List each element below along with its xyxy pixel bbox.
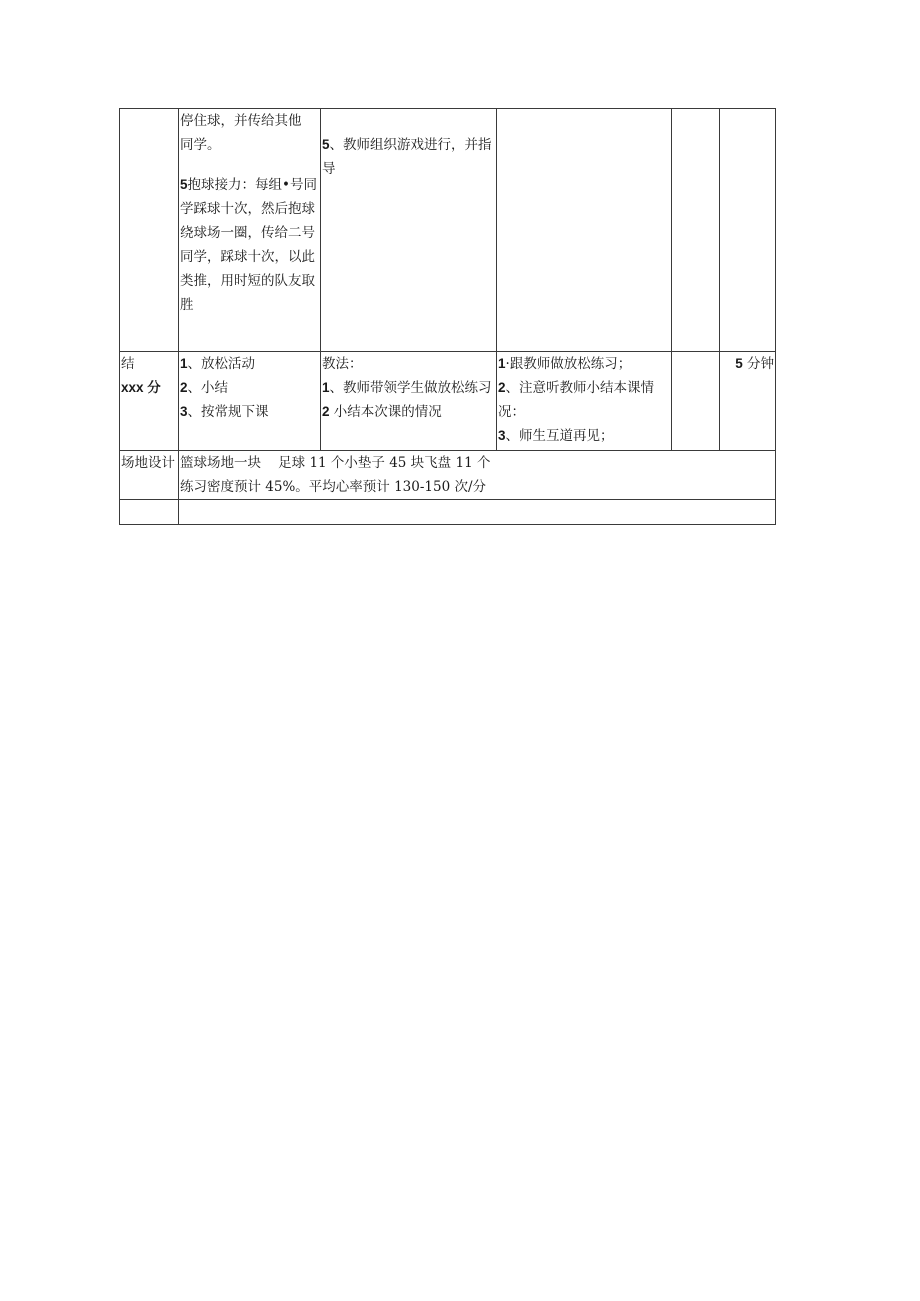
venue-label-cell [120, 451, 179, 500]
stage-duration: xxx 分 [121, 380, 161, 395]
list-item: 2、小结 [180, 380, 229, 396]
table-row [120, 500, 776, 525]
organization-cell [672, 109, 720, 352]
list-item: 3、师生互道再见； [498, 428, 614, 444]
stage-cell [120, 352, 179, 451]
teacher-heading: 教法： [322, 356, 363, 372]
content-cell [179, 352, 321, 451]
lesson-plan-table [119, 108, 776, 525]
density-line: 练习密度预计 45%。平均心率预计 130-150 次/分 [180, 479, 487, 495]
empty-content-cell [179, 500, 776, 525]
list-item: 2、注意听教师小结本课情况： [498, 380, 655, 420]
content-cell [179, 109, 321, 352]
equipment-line: 篮球场地一块 足球 11 个小垫子 45 块飞盘 11 个 [180, 455, 491, 471]
list-item: 1·跟教师做放松练习； [498, 356, 632, 372]
relay-description: 5抱球接力：每组•号同学踩球十次，然后抱球绕球场一圈，传给二号同学，踩球十次，以此类推，用时短的队友取胜 [180, 177, 317, 313]
list-item: 2 小结本次课的情况 [322, 404, 442, 420]
list-item: 3、按常规下课 [180, 404, 269, 420]
stage-label: 结 [121, 356, 135, 372]
teacher-method-cell [321, 352, 497, 451]
student-method-cell [497, 352, 672, 451]
duration-value: 5 分钟 [735, 356, 774, 372]
list-item: 1、放松活动 [180, 356, 256, 372]
teacher-game-guidance: 5、教师组织游戏进行，并指导 [322, 137, 492, 177]
stage-cell [120, 109, 179, 352]
table-row [120, 451, 776, 500]
empty-label-cell [120, 500, 179, 525]
table-row [120, 109, 776, 352]
time-cell [720, 352, 776, 451]
pass-line-2: 同学。 [180, 137, 221, 153]
venue-content-cell [179, 451, 776, 500]
list-item: 1、教师带领学生做放松练习 [322, 380, 492, 396]
table-row [120, 352, 776, 451]
time-cell [720, 109, 776, 352]
organization-cell [672, 352, 720, 451]
pass-line-1: 停住球，并传给其他 [180, 113, 302, 129]
venue-label: 场地设计 [121, 455, 175, 471]
teacher-method-cell [321, 109, 497, 352]
student-method-cell [497, 109, 672, 352]
